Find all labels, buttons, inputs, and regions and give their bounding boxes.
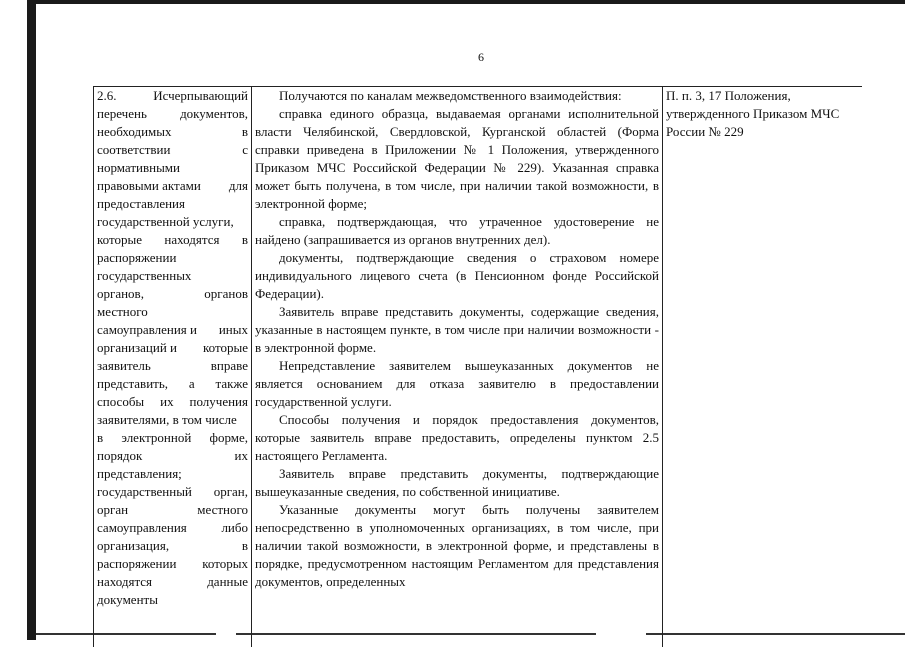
item-title-word: электронной	[121, 430, 192, 445]
item-title-line	[97, 105, 248, 123]
table-row	[94, 87, 863, 647]
item-title-word: распоряжении	[97, 556, 177, 571]
item-title-word: органов	[204, 286, 248, 301]
item-title-word: заявитель	[97, 358, 151, 373]
item-title-word: правовыми актами	[97, 178, 201, 193]
item-title-line	[97, 591, 248, 609]
item-title-word: организация,	[97, 538, 170, 553]
item-title-word: либо	[221, 520, 248, 535]
item-title-line	[97, 195, 248, 213]
item-title-word: местного	[97, 304, 148, 319]
item-title-line	[97, 465, 248, 483]
item-title-word: с	[242, 142, 248, 157]
item-title-cell	[94, 87, 252, 647]
item-title-word: самоуправления и	[97, 322, 197, 337]
item-title-line	[97, 177, 248, 195]
item-title-word: порядок	[97, 448, 143, 463]
item-title-line	[97, 303, 248, 321]
item-title-line	[97, 375, 248, 393]
item-title-line	[97, 483, 248, 501]
item-title-line	[97, 429, 248, 447]
description-paragraph: Способы получения и порядок предоставления документов, которые заявитель вправе предоставить, определены пунктом 2.5 настоящего Регламента.	[255, 412, 659, 463]
item-title-word: документов,	[180, 106, 248, 121]
item-title-word: государственный	[97, 484, 192, 499]
item-title-word: орган	[97, 502, 129, 517]
item-title-line	[97, 249, 248, 267]
item-title-word: организаций и	[97, 340, 177, 355]
item-title-word: самоуправления	[97, 520, 187, 535]
item-title-line	[97, 537, 248, 555]
scan-edge-left	[27, 0, 36, 640]
item-title-line	[97, 555, 248, 573]
item-title-word: данные	[207, 574, 248, 589]
page-number: 6	[478, 50, 484, 64]
description-paragraph: документы, подтверждающие сведения о страховом номере индивидуального лицевого счета (в Пенсионном фонде Российской Федерации).	[255, 250, 659, 301]
item-title-line	[97, 159, 248, 177]
item-title-line	[97, 411, 248, 429]
item-title-word: иных	[218, 322, 248, 337]
documents-description-cell	[252, 87, 663, 647]
item-title-word: в	[241, 232, 248, 247]
item-title-line	[97, 123, 248, 141]
description-paragraph: справка, подтверждающая, что утраченное удостоверение не найдено (запрашивается из органов внутренних дел).	[255, 214, 659, 247]
description-paragraph: Непредставление заявителем вышеуказанных документов не является основанием для отказа заявителю в предоставлении государственной услуги.	[255, 358, 659, 409]
item-title-word: которые	[203, 340, 248, 355]
item-title-word: находятся	[97, 574, 153, 589]
item-title-word: форме,	[209, 430, 248, 445]
item-title-word: орган,	[213, 484, 248, 499]
item-title-word: распоряжении	[97, 250, 177, 265]
item-title-word: получения	[189, 394, 248, 409]
item-title-line	[97, 339, 248, 357]
item-title-line	[97, 213, 248, 231]
item-title-word: их	[234, 448, 248, 463]
item-title-word: Исчерпывающий	[153, 88, 248, 103]
item-title-word: 2.6.	[97, 88, 117, 103]
item-title-line	[97, 519, 248, 537]
item-title-line	[97, 393, 248, 411]
scan-edge-top	[27, 0, 905, 4]
legal-reference-text: П. п. 3, 17 Положения, утвержденного Приказом МЧС России № 229	[666, 88, 840, 139]
item-title-word: в	[241, 124, 248, 139]
item-title-line	[97, 501, 248, 519]
item-title-word: способы	[97, 394, 145, 409]
regulation-table	[93, 86, 862, 647]
description-paragraph: Заявитель вправе представить документы, содержащие сведения, указанные в настоящем пункте, в том числе при наличии возможности - в электронной форме.	[255, 304, 659, 355]
item-title-word: заявителями, в том числе	[97, 412, 237, 427]
item-title-line	[97, 87, 248, 105]
item-title-line	[97, 267, 248, 285]
item-title-word: перечень	[97, 106, 147, 121]
item-title-word: для	[228, 178, 248, 193]
item-title-line	[97, 231, 248, 249]
item-title-word: государственной услуги,	[97, 214, 234, 229]
item-title-line	[97, 573, 248, 591]
item-title-line	[97, 285, 248, 303]
item-title-word: которых	[202, 556, 248, 571]
item-title-word: которые	[97, 232, 142, 247]
description-paragraph: Указанные документы могут быть получены заявителем непосредственно в уполномоченных организациях, в том числе, при наличии такой возможности, в электронной форме, и представлены в порядке, предусмотренном настоящим Регламентом для представления документов, определенных	[255, 502, 659, 589]
item-title-line	[97, 141, 248, 159]
item-title-line	[97, 321, 248, 339]
item-title-word: нормативными	[97, 160, 180, 175]
item-title-line	[97, 447, 248, 465]
item-title-word: местного	[197, 502, 248, 517]
item-title-word: государственных	[97, 268, 192, 283]
item-title-word: их	[160, 394, 174, 409]
description-paragraph: Заявитель вправе представить документы, подтверждающие вышеуказанные сведения, по собственной инициативе.	[255, 466, 659, 499]
item-title-word: представления;	[97, 466, 182, 481]
item-title-word: также	[215, 376, 248, 391]
item-title-word: документы	[97, 592, 158, 607]
item-title-word: соответствии	[97, 142, 171, 157]
item-title-word: а	[188, 376, 195, 391]
description-paragraph: Получаются по каналам межведомственного взаимодействия:	[279, 88, 622, 103]
item-title-word: в	[97, 430, 104, 445]
legal-reference-cell	[663, 87, 863, 647]
item-title-word: необходимых	[97, 124, 172, 139]
item-title-word: находятся	[164, 232, 220, 247]
item-title-word: вправе	[210, 358, 248, 373]
description-paragraph: справка единого образца, выдаваемая органами исполнительной власти Челябинской, Свердловской, Курганской областей (Форма справки приведена в Приложении № 1 Положения, утвержденного Приказом МЧС Российской Федерации № 229). Указанная справка может быть получена, в том числе, при наличии такой возможности, в электронной форме;	[255, 106, 659, 211]
item-title-word: представить,	[97, 376, 169, 391]
item-title-word: органов,	[97, 286, 144, 301]
item-title-word: предоставления	[97, 196, 185, 211]
item-title-word: в	[241, 538, 248, 553]
item-title-line	[97, 357, 248, 375]
